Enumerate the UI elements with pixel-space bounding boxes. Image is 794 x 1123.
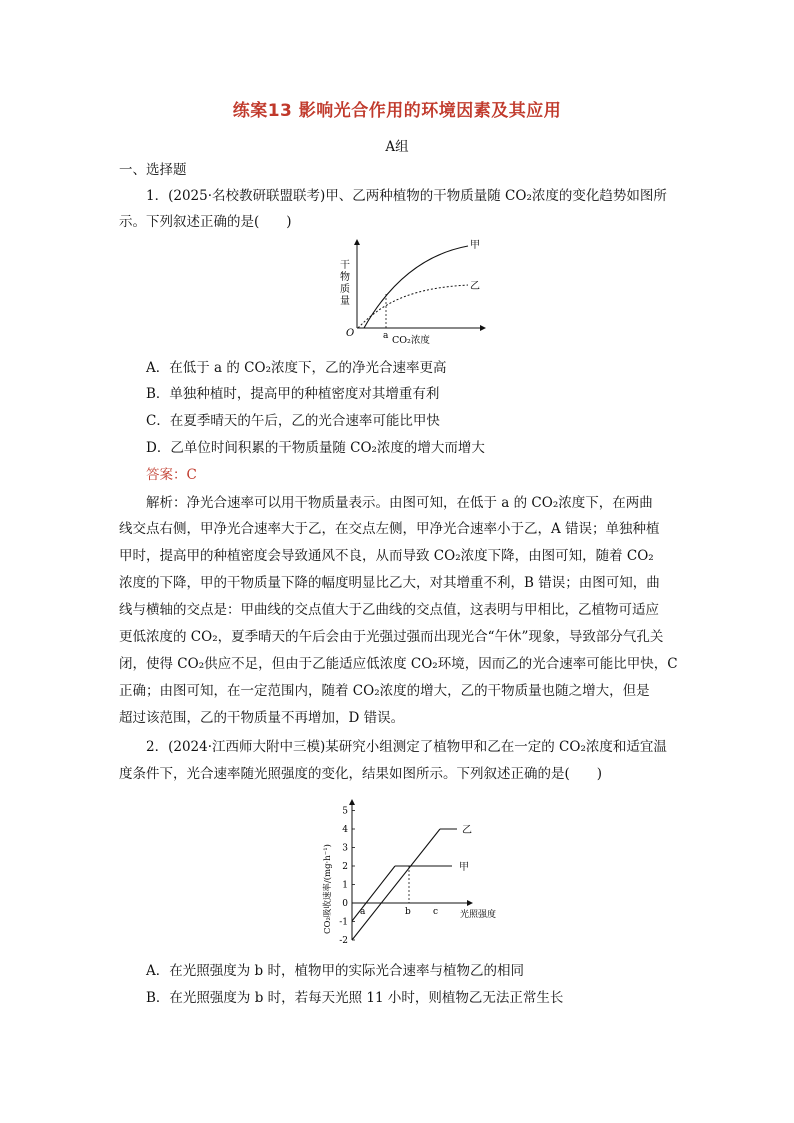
q1-analysis-line: 更低浓度的 CO₂，夏季晴天的午后会由于光强过强而出现光合“午休”现象，导致部分气孔关 bbox=[119, 629, 664, 645]
q1-option-a: A．在低于 a 的 CO₂浓度下，乙的净光合速率更高 bbox=[146, 360, 447, 376]
q1-ylabel-4: 量 bbox=[340, 296, 350, 307]
q1-analysis-line: 浓度的下降，甲的干物质量下降的幅度明显比乙大，对其增重不利，B 错误；由图可知，曲 bbox=[119, 575, 660, 591]
q2-xtick-a: a bbox=[360, 907, 366, 917]
page-title: 练案13 影响光合作用的环境因素及其应用 bbox=[232, 101, 562, 121]
q1-xlabel: CO₂浓度 bbox=[392, 335, 430, 346]
q2-stem-line1: 2．(2024·江西师大附中三模)某研究小组测定了植物甲和乙在一定的 CO₂浓度和适宜温 bbox=[146, 739, 667, 755]
q1-stem-line1: 1．(2025·名校教研联盟联考)甲、乙两种植物的干物质量随 CO₂浓度的变化趋势如图所 bbox=[146, 188, 667, 204]
q2-stem-line2: 度条件下，光合速率随光照强度的变化，结果如图所示。下列叙述正确的是( ) bbox=[119, 766, 603, 782]
q1-analysis-line: 线交点右侧，甲净光合速率大于乙，在交点左侧，甲净光合速率小于乙，A 错误；单独种植 bbox=[119, 521, 660, 537]
q1-analysis-line: 甲时，提高甲的种植密度会导致通风不良，从而导致 CO₂浓度下降，由图可知，随着 CO₂ bbox=[119, 548, 654, 564]
q2-ytick-label: 2 bbox=[342, 862, 348, 872]
q2-ytick-label: 4 bbox=[342, 825, 348, 835]
q2-curve1-label: 乙 bbox=[462, 825, 472, 836]
q2-ytick-label: -2 bbox=[339, 936, 348, 946]
q1-curve2-label: 乙 bbox=[470, 281, 480, 292]
q1-ylabel-3: 质 bbox=[340, 284, 350, 295]
q1-a-label: a bbox=[383, 331, 389, 341]
q2-curve2-label: 甲 bbox=[459, 862, 469, 873]
q1-analysis-line: 正确；由图可知，在一定范围内，随着 CO₂浓度的增大，乙的干物质量也随之增大，但是 bbox=[119, 683, 650, 699]
section-heading: 一、选择题 bbox=[119, 162, 187, 178]
q1-analysis-line: 超过该范围，乙的干物质量不再增加，D 错误。 bbox=[119, 710, 405, 726]
q1-option-b: B．单独种植时，提高甲的种植密度对其增重有利 bbox=[146, 386, 440, 402]
q2-xtick-b: b bbox=[405, 907, 411, 917]
q1-ylabel-1: 干 bbox=[340, 260, 350, 271]
q1-curve-jia bbox=[364, 246, 468, 328]
q1-curve1-label: 甲 bbox=[470, 240, 480, 251]
q1-analysis-line: 线与横轴的交点是：甲曲线的交点值大于乙曲线的交点值，这表明与甲相比，乙植物可适应 bbox=[119, 602, 659, 618]
q2-ytick-label: 3 bbox=[342, 843, 348, 854]
q2-xlabel: 光照强度 bbox=[460, 910, 497, 920]
q2-ylabel: CO₂吸收速率/(mg·h⁻¹) bbox=[323, 844, 333, 934]
q2-ytick-label: 0 bbox=[342, 899, 348, 909]
q1-answer: 答案：C bbox=[146, 467, 197, 483]
q2-ytick-label: -1 bbox=[339, 917, 348, 928]
q1-ylabel-2: 物 bbox=[340, 272, 350, 283]
q2-curve-yi bbox=[352, 829, 440, 940]
q1-analysis-line: 闭，使得 CO₂供应不足，但由于乙能适应低浓度 CO₂环境，因而乙的光合速率可能比甲快，C bbox=[119, 656, 678, 672]
q1-stem-line2: 示。下列叙述正确的是( ) bbox=[119, 214, 292, 230]
group-heading: A组 bbox=[385, 139, 409, 155]
q1-origin: O bbox=[346, 328, 355, 339]
q1-curve-yi bbox=[358, 285, 468, 328]
q1-option-c: C．在夏季晴天的午后，乙的光合速率可能比甲快 bbox=[146, 413, 440, 429]
q2-option-b: B．在光照强度为 b 时，若每天光照 11 小时，则植物乙无法正常生长 bbox=[146, 990, 564, 1006]
q2-xtick-c: c bbox=[433, 907, 439, 917]
q1-analysis-line: 解析：净光合速率可以用干物质量表示。由图可知，在低于 a 的 CO₂浓度下，在两曲 bbox=[146, 495, 653, 511]
q2-option-a: A．在光照强度为 b 时，植物甲的实际光合速率与植物乙的相同 bbox=[146, 963, 524, 979]
q1-figure bbox=[330, 232, 500, 352]
q2-figure bbox=[312, 796, 522, 946]
q2-ytick-label: 1 bbox=[342, 880, 348, 891]
q2-ytick-label: 5 bbox=[342, 806, 348, 817]
q1-option-d: D．乙单位时间积累的干物质量随 CO₂浓度的增大而增大 bbox=[146, 440, 485, 456]
